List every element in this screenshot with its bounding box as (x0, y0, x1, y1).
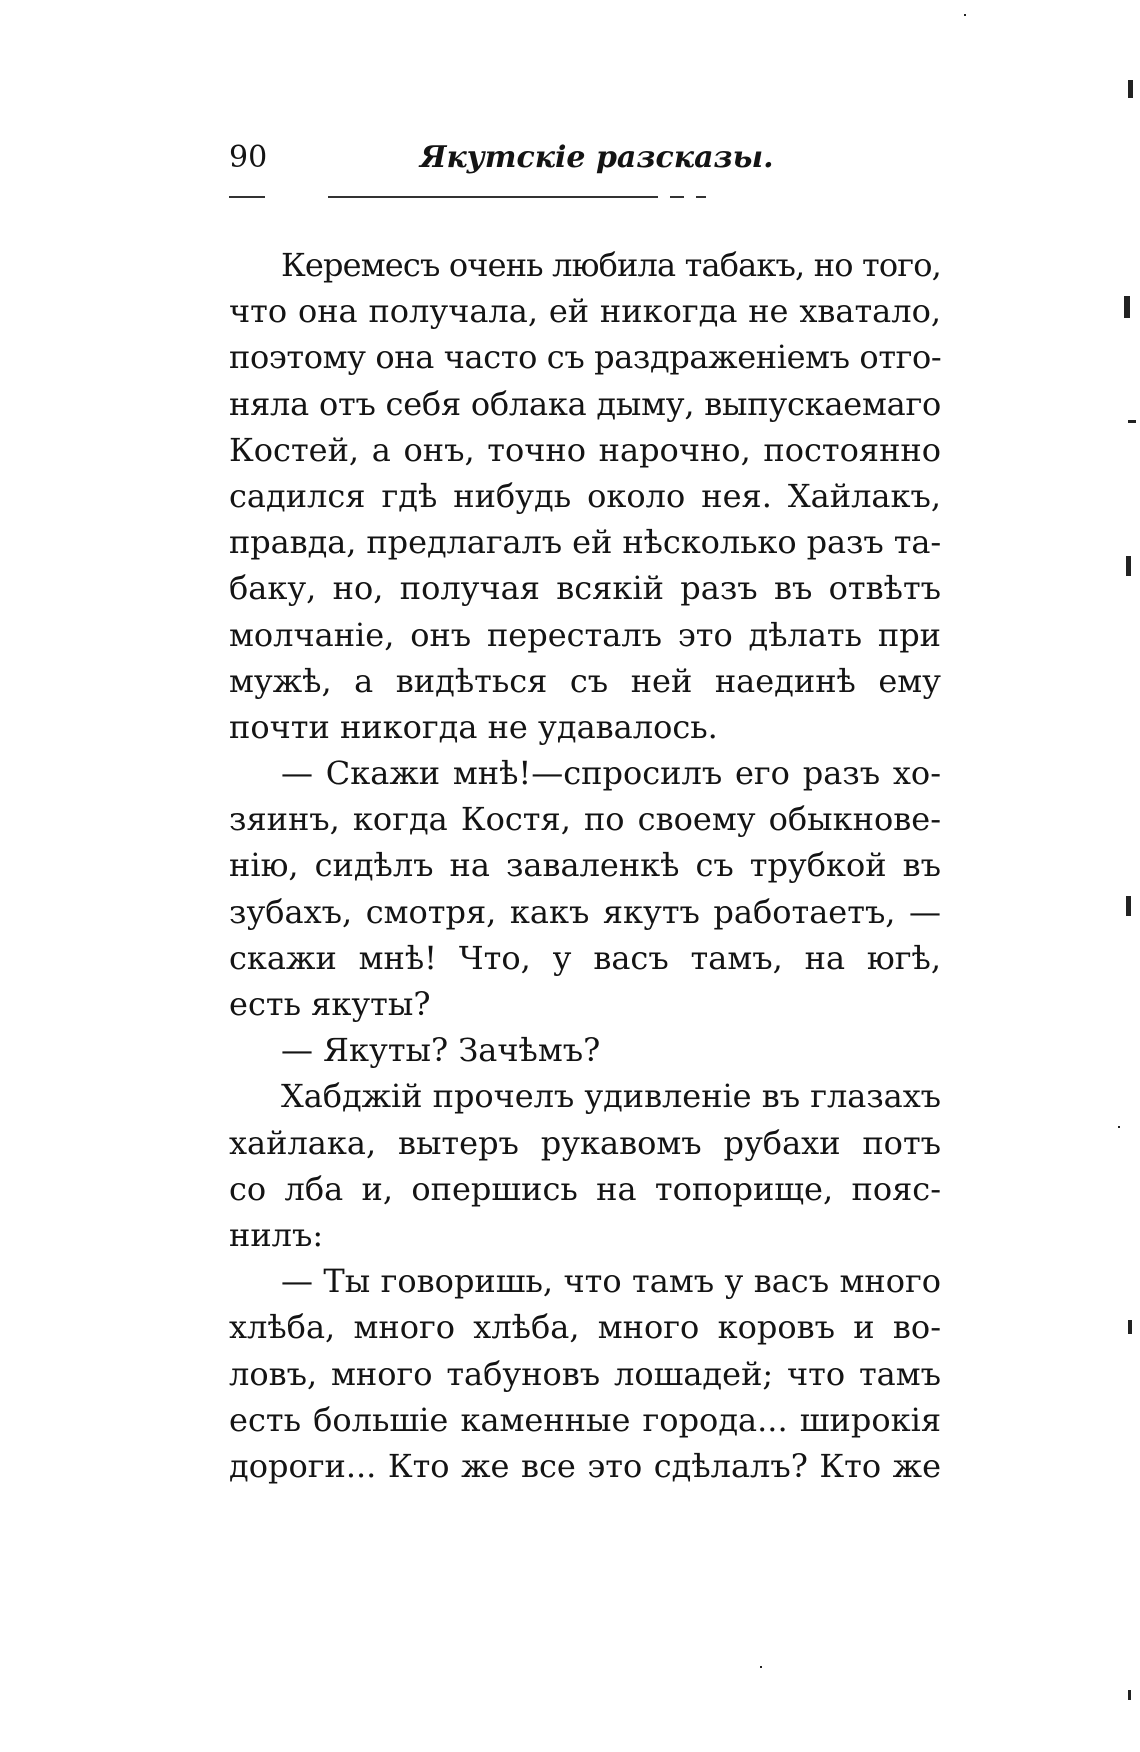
page-number: 90 (229, 140, 268, 175)
text-line: молчаніе, онъ пересталъ это дѣлать при (229, 615, 941, 654)
text-line: — Скажи мнѣ!—спросилъ его разъ хо- (281, 754, 941, 793)
scan-speck (1128, 1690, 1131, 1700)
running-title: Якутскіе разсказы. (420, 140, 774, 175)
scan-speck (1128, 1320, 1132, 1334)
scan-speck (760, 1666, 762, 1668)
text-line: есть якуты? (229, 985, 431, 1023)
text-line: со лба и, опершись на топорище, пояс- (229, 1169, 941, 1208)
text-line: садился гдѣ нибудь около нея. Хайлакъ, (229, 476, 941, 515)
text-line: — Якуты? Зачѣмъ? (281, 1031, 601, 1070)
text-line: зяинъ, когда Костя, по своему обыкнове- (229, 800, 941, 839)
header-rule (328, 196, 658, 198)
text-line: хайлака, вытеръ рукавомъ рубахи потъ (229, 1123, 941, 1162)
text-line: ловъ, много табуновъ лошадей; что тамъ (229, 1354, 941, 1393)
scan-speck (1124, 296, 1130, 318)
scan-speck (1128, 420, 1136, 423)
text-line: мужѣ, а видѣться съ ней наединѣ ему (229, 661, 941, 700)
text-line: нію, сидѣлъ на заваленкѣ съ трубкой въ (229, 846, 941, 885)
text-line: что она получала, ей никогда не хватало, (229, 292, 941, 331)
text-line: няла отъ себя облака дыму, выпускаемаго (229, 384, 942, 423)
scan-speck (964, 14, 966, 16)
text-line: скажи мнѣ! Что, у васъ тамъ, на югѣ, (229, 938, 941, 977)
header-rule-segment (229, 196, 265, 198)
scan-speck (1126, 896, 1131, 916)
text-line: поэтому она часто съ раздраженіемъ отго- (229, 338, 942, 377)
text-line: Костей, а онъ, точно нарочно, постоянно (229, 430, 941, 469)
text-line: дороги... Кто же все это сдѣлалъ? Кто же (229, 1446, 941, 1485)
text-line: Керемесъ очень любила табакъ, но того, (281, 246, 941, 284)
text-line: хлѣба, много хлѣба, много коровъ и во- (229, 1308, 941, 1347)
text-line: зубахъ, смотря, какъ якутъ работаетъ, — (229, 892, 941, 931)
text-line: почти никогда не удавалось. (229, 707, 718, 746)
scan-speck (1128, 80, 1133, 98)
scan-speck (1126, 556, 1131, 576)
text-line: Хабджій прочелъ удивленіе въ глазахъ (281, 1077, 941, 1116)
text-line: есть большіе каменные города... широкія (229, 1400, 941, 1439)
header-rule-segment (670, 196, 684, 198)
scan-speck (1118, 1126, 1120, 1128)
text-line: баку, но, получая всякій разъ въ отвѣтъ (229, 569, 941, 608)
text-line: нилъ: (229, 1215, 324, 1254)
header-rule-segment (696, 196, 706, 198)
text-line: — Ты говоришь, что тамъ у васъ много (281, 1262, 941, 1301)
text-line: правда, предлагалъ ей нѣсколько разъ та- (229, 523, 942, 562)
body-text (229, 242, 941, 1489)
